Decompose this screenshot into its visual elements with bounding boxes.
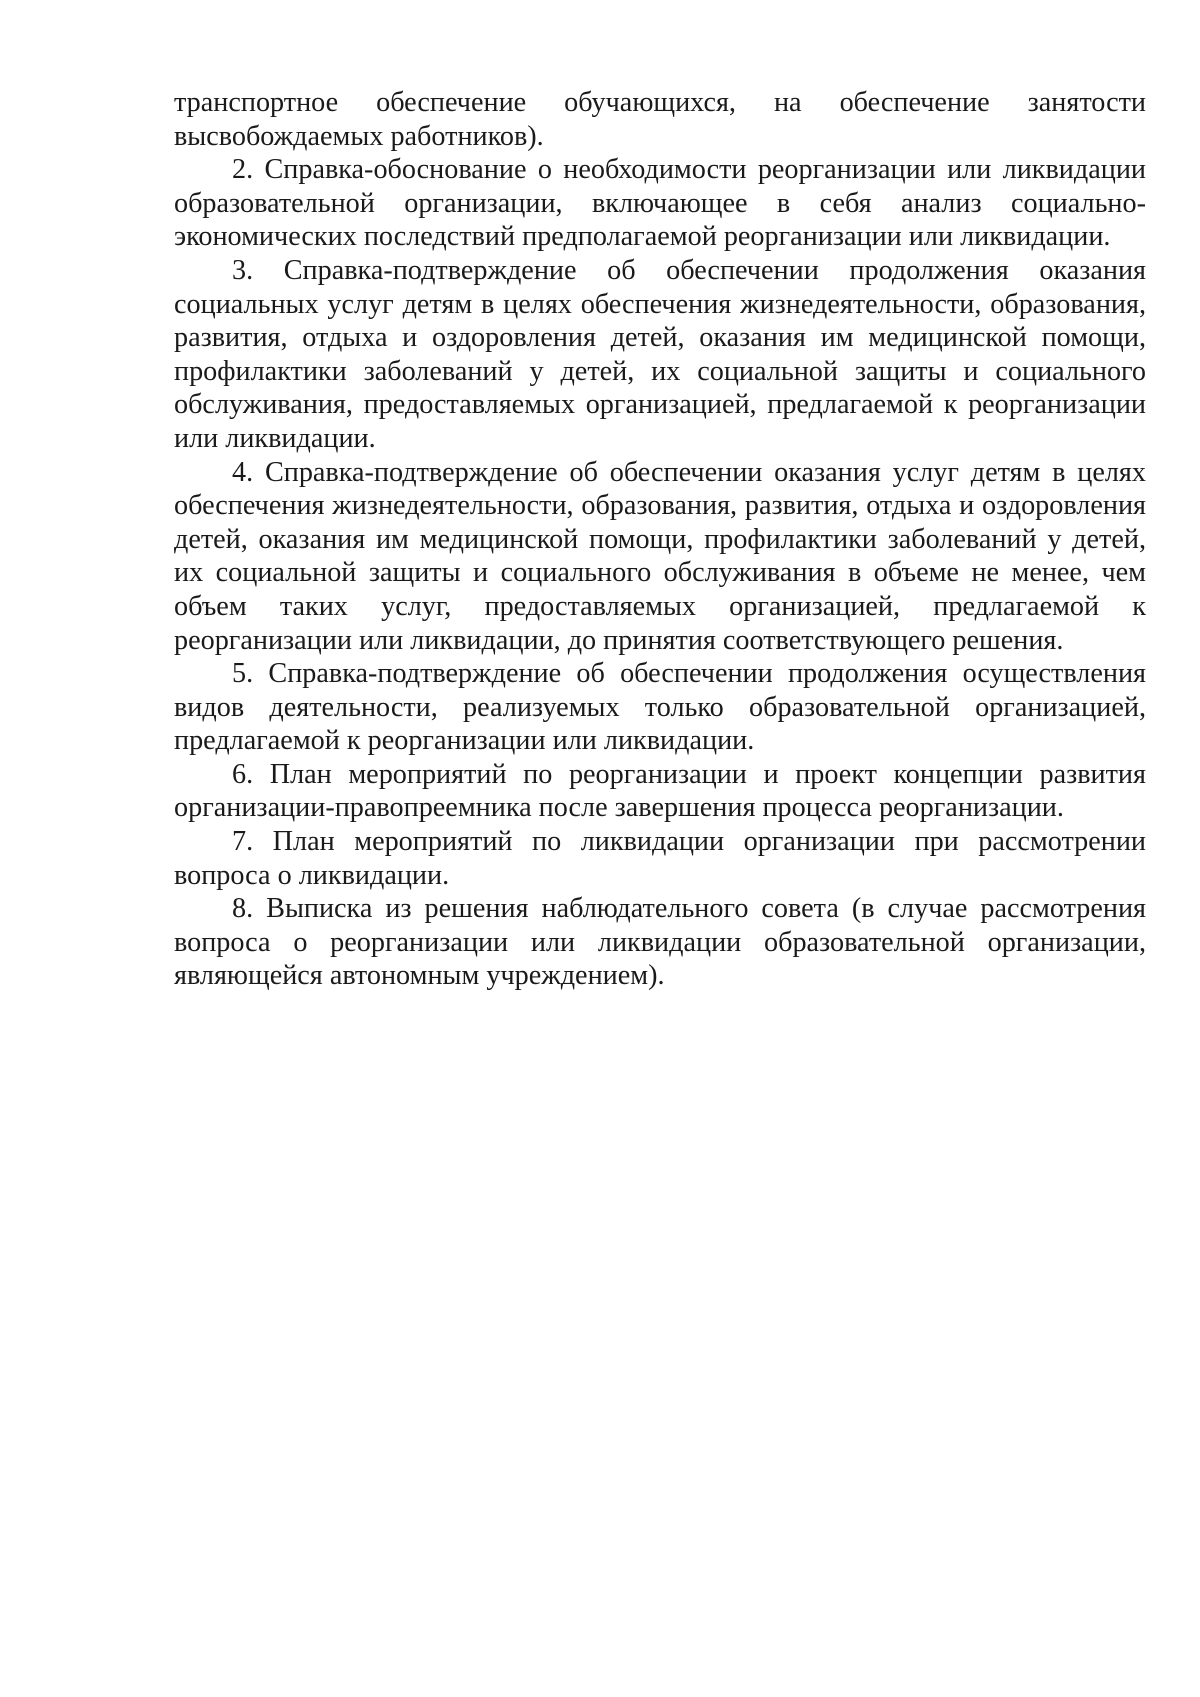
list-item-8: 8. Выписка из решения наблюдательного совета (в случае рассмотрения вопроса о реорганизации или ликвидации образовательной организации, являющейся автономным учреждением). <box>174 893 1146 992</box>
list-item-7: 7. План мероприятий по ликвидации организации при рассмотрении вопроса о ликвидации. <box>174 826 1146 891</box>
paragraph-continuation: транспортное обеспечение обучающихся, на обеспечение занятости высвобождаемых работников). <box>174 87 1146 152</box>
list-item-2: 2. Справка-обоснование о необходимости реорганизации или ликвидации образовательной организации, включающее в себя анализ социально-экономических последствий предполагаемой реорганизации или ликвидации. <box>174 154 1146 253</box>
list-item-5: 5. Справка-подтверждение об обеспечении продолжения осуществления видов деятельности, реализуемых только образовательной организацией, предлагаемой к реорганизации или ликвидации. <box>174 658 1146 757</box>
document-body <box>174 86 1146 993</box>
list-item-6: 6. План мероприятий по реорганизации и проект концепции развития организации-правопреемника после завершения процесса реорганизации. <box>174 758 1146 824</box>
list-item-3: 3. Справка-подтверждение об обеспечении продолжения оказания социальных услуг детям в целях обеспечения жизнедеятельности, образования, развития, отдыха и оздоровления детей, оказания им медицинской помощи, профилактики заболеваний у детей, их социальной защиты и социального обслуживания, предоставляемых организацией, предлагаемой к реорганизации или ликвидации. <box>174 254 1146 454</box>
list-item-4: 4. Справка-подтверждение об обеспечении оказания услуг детям в целях обеспечения жизнедеятельности, образования, развития, отдыха и оздоровления детей, оказания им медицинской помощи, профилактики заболеваний у детей, их социальной защиты и социального обслуживания в объеме не менее, чем объем таких услуг, предоставляемых организацией, предлагаемой к реорганизации или ликвидации, до принятия соответствующего решения. <box>174 456 1146 656</box>
